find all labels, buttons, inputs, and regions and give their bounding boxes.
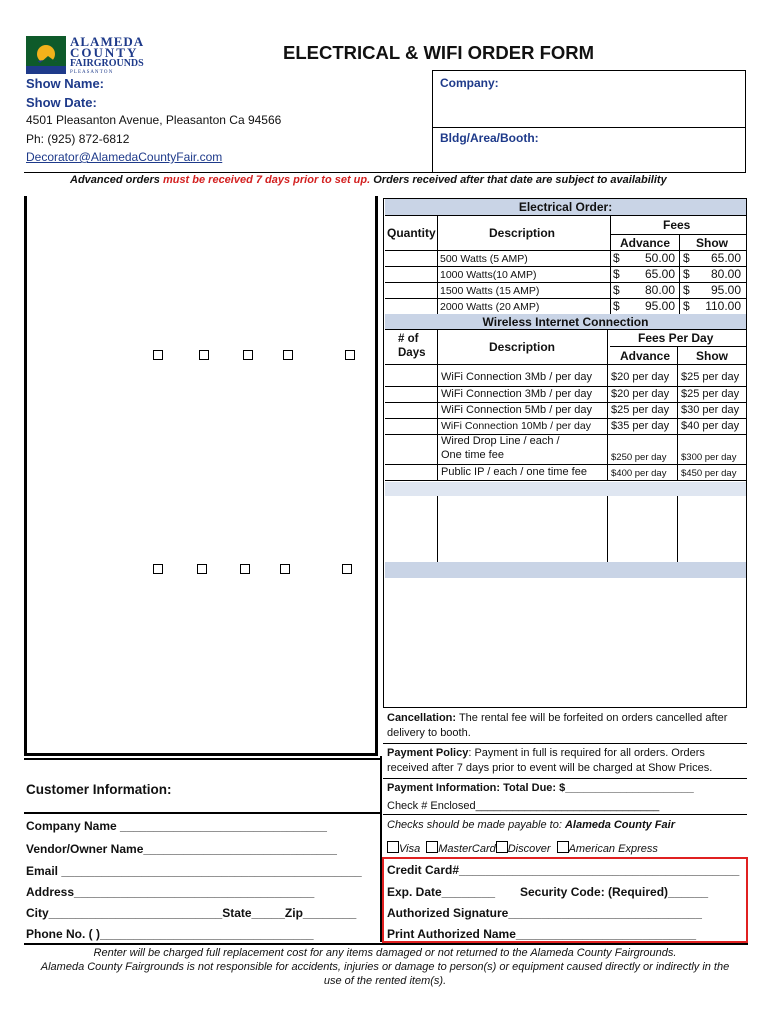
wifi-show: $40 per day (681, 420, 740, 432)
divider (385, 266, 746, 267)
divider (610, 216, 611, 314)
diagram-checkbox[interactable] (342, 564, 352, 574)
show-price: 95.00 (710, 283, 741, 297)
footer-line-3: use of the rented item(s). (323, 975, 447, 987)
payment-policy-text-1: : Payment in full is required for all orders. Orders (468, 747, 705, 759)
wireless-description-header: Description (489, 340, 556, 354)
divider (24, 172, 746, 173)
mastercard-checkbox[interactable] (426, 841, 438, 853)
checks-payable-text: Checks should be made payable to: (387, 819, 562, 831)
divider (437, 496, 438, 562)
advance-price: 50.00 (644, 251, 675, 265)
wireless-advance-header: Advance (620, 349, 671, 363)
diagram-checkbox[interactable] (243, 350, 253, 360)
checks-payable-name: Alameda County Fair (564, 819, 675, 831)
electrical-desc: 500 Watts (5 AMP) (440, 253, 528, 265)
phone-number-field[interactable]: Phone No. ( )________________________________ (26, 927, 314, 941)
divider (385, 282, 746, 283)
wifi-desc: WiFi Connection 3Mb / per day (441, 388, 593, 400)
divider (385, 250, 746, 251)
electrical-desc: 1000 Watts(10 AMP) (440, 269, 537, 281)
payment-policy (387, 746, 747, 776)
cancellation-label: Cancellation: (387, 712, 457, 724)
payment-policy-label: Payment Policy (387, 747, 469, 759)
discover-checkbox[interactable] (496, 841, 508, 853)
vendor-owner-field[interactable]: Vendor/Owner Name_____________________________ (26, 842, 337, 856)
electrical-desc: 1500 Watts (15 AMP) (440, 285, 540, 297)
wired-adv: $250 per day (611, 452, 667, 463)
ip-desc: Public IP / each / one time fee (441, 466, 587, 478)
divider (385, 418, 746, 419)
divider (385, 402, 746, 403)
city-state-zip-field[interactable]: City__________________________State_____Zip________ (26, 906, 357, 920)
advance-currency: $ (613, 283, 620, 297)
divider (380, 756, 382, 942)
diagram-checkbox[interactable] (153, 350, 163, 360)
mastercard-label: MasterCard (438, 843, 496, 855)
email-field[interactable]: Email _____________________________________________ (26, 864, 362, 878)
show-price: 110.00 (705, 299, 741, 313)
company-name-field[interactable]: Company Name _______________________________ (26, 819, 327, 833)
divider (385, 464, 746, 465)
fees-header: Fees (663, 218, 691, 232)
amex-label: American Express (568, 843, 658, 855)
credit-card-field[interactable]: Credit Card#__________________________________________ (387, 863, 740, 877)
divider (610, 234, 746, 235)
show-currency: $ (683, 299, 690, 313)
advance-price: 80.00 (644, 283, 675, 297)
checks-payable (387, 819, 675, 831)
logo-line-1: ALAMEDA (70, 34, 145, 49)
total-due-field[interactable]: Payment Information: Total Due: $_____________________ (387, 782, 694, 794)
show-currency: $ (683, 283, 690, 297)
divider (383, 743, 747, 744)
decorator-email-link[interactable]: Decorator@AlamedaCountyFair.com (26, 150, 223, 164)
print-name-field[interactable]: Print Authorized Name___________________________ (387, 927, 697, 941)
diagram-checkbox[interactable] (345, 350, 355, 360)
customer-info-heading: Customer Information: (26, 782, 172, 797)
wifi-desc: WiFi Connection 10Mb / per day (441, 420, 591, 432)
divider (385, 480, 746, 481)
wifi-show: $30 per day (681, 404, 740, 416)
footer-disclaimer (0, 946, 770, 988)
quantity-header: Quantity (387, 226, 436, 240)
visa-checkbox[interactable] (387, 841, 399, 853)
card-type-row (387, 840, 658, 855)
divider (610, 346, 746, 347)
footer-line-2: Alameda County Fairgrounds is not responsible for accidents, injuries or damage to person(s) or equipment caused directly or indirectly in the (40, 961, 730, 973)
cancellation-text-2: delivery to booth. (387, 727, 471, 739)
divider (385, 386, 746, 387)
wireless-header: Wireless Internet Connection (385, 314, 746, 330)
divider (383, 814, 747, 815)
advance-currency: $ (613, 251, 620, 265)
exp-date-field[interactable]: Exp. Date________ (387, 885, 496, 899)
ip-adv: $400 per day (611, 468, 667, 479)
advance-price: 65.00 (644, 267, 675, 281)
electrical-desc: 2000 Watts (20 AMP) (440, 301, 540, 313)
advance-header: Advance (620, 236, 671, 250)
diagram-checkbox[interactable] (153, 564, 163, 574)
divider (607, 330, 608, 480)
divider (679, 234, 680, 314)
cancellation-text-1: The rental fee will be forfeited on orders cancelled after (458, 712, 728, 724)
fairgrounds-logo-icon (26, 36, 66, 74)
wifi-adv: $20 per day (611, 371, 670, 383)
shaded-spacer (385, 482, 746, 496)
diagram-checkbox[interactable] (199, 350, 209, 360)
security-code-field[interactable]: Security Code: (Required)______ (520, 885, 709, 899)
fees-per-day-header: Fees Per Day (638, 331, 714, 345)
authorized-signature-field[interactable]: Authorized Signature_____________________________ (387, 906, 702, 920)
wifi-show: $25 per day (681, 388, 740, 400)
show-currency: $ (683, 251, 690, 265)
shaded-spacer (385, 562, 746, 578)
diagram-checkbox[interactable] (280, 564, 290, 574)
wifi-desc: WiFi Connection 3Mb / per day (441, 371, 593, 383)
divider (24, 812, 380, 814)
booth-diagram-panel (24, 196, 378, 756)
visa-label: Visa (399, 843, 421, 855)
check-number-field[interactable]: Check # Enclosed______________________________ (387, 800, 660, 812)
show-currency: $ (683, 267, 690, 281)
booth-label: Bldg/Area/Booth: (440, 131, 539, 145)
diagram-checkbox[interactable] (197, 564, 207, 574)
show-name-label: Show Name: (26, 76, 105, 91)
logo-wordmark (70, 36, 144, 76)
divider (607, 496, 608, 562)
wireless-show-header: Show (696, 349, 728, 363)
divider (385, 364, 746, 365)
wired-desc-2: One time fee (441, 449, 504, 461)
notice-part-2: must be received 7 days prior to set up. (162, 174, 371, 186)
wifi-desc: WiFi Connection 5Mb / per day (441, 404, 593, 416)
divider (24, 943, 748, 945)
divider (385, 298, 746, 299)
amex-checkbox[interactable] (557, 841, 569, 853)
divider (385, 434, 746, 435)
wired-show: $300 per day (681, 452, 737, 463)
wifi-adv: $35 per day (611, 420, 670, 432)
page-title: ELECTRICAL & WIFI ORDER FORM (283, 42, 595, 63)
show-price: 65.00 (710, 251, 741, 265)
address-field[interactable]: Address____________________________________ (26, 885, 315, 899)
divider (432, 127, 746, 128)
logo-line-4: P L E A S A N T O N (70, 70, 113, 75)
show-header: Show (696, 236, 728, 250)
company-label: Company: (440, 76, 499, 90)
cancellation-policy (387, 711, 747, 741)
wifi-adv: $25 per day (611, 404, 670, 416)
advance-currency: $ (613, 299, 620, 313)
days-header-1: # of (398, 333, 419, 345)
divider (24, 758, 380, 760)
logo-line-2: COUNTY (70, 45, 139, 60)
wifi-adv: $20 per day (611, 388, 670, 400)
advance-price: 95.00 (644, 299, 675, 313)
fair-phone: Ph: (925) 872-6812 (26, 132, 130, 146)
footer-line-1: Renter will be charged full replacement cost for any items damaged or not returned to the Alameda County Fairgrounds. (93, 947, 677, 959)
description-header: Description (489, 226, 556, 240)
payment-policy-text-2: received after 7 days prior to event will be charged at Show Prices. (387, 762, 713, 774)
fair-address: 4501 Pleasanton Avenue, Pleasanton Ca 94566 (26, 113, 282, 127)
diagram-checkbox[interactable] (283, 350, 293, 360)
advance-notice (70, 174, 667, 186)
divider (437, 330, 438, 480)
electrical-order-header: Electrical Order: (385, 199, 746, 216)
divider (677, 346, 678, 480)
divider (437, 216, 438, 314)
days-header-2: Days (398, 347, 426, 359)
divider (383, 778, 747, 779)
notice-part-1: Advanced orders (70, 174, 160, 186)
show-date-label: Show Date: (26, 95, 97, 110)
diagram-checkbox[interactable] (240, 564, 250, 574)
discover-label: Discover (507, 843, 551, 855)
advance-currency: $ (613, 267, 620, 281)
divider (677, 496, 678, 562)
ip-show: $450 per day (681, 468, 737, 479)
logo-line-3: FAIRGROUNDS (70, 58, 144, 69)
wifi-show: $25 per day (681, 371, 740, 383)
wired-desc-1: Wired Drop Line / each / (441, 435, 560, 447)
show-price: 80.00 (710, 267, 741, 281)
notice-part-3: Orders received after that date are subject to availability (373, 174, 667, 186)
